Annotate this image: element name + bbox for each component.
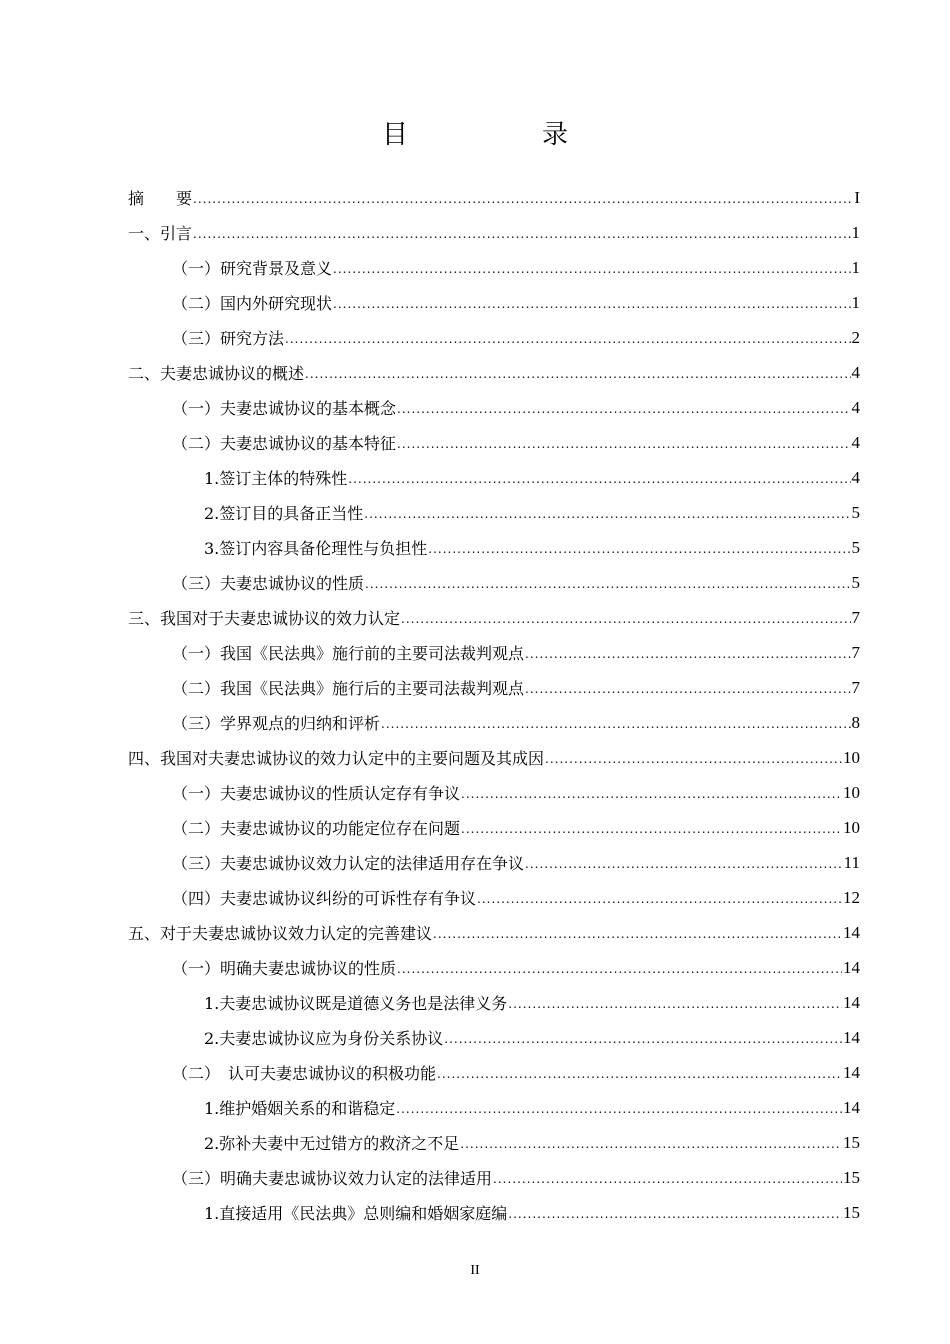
toc-entry-page: 7 <box>851 642 860 662</box>
toc-dot-leader <box>525 645 850 661</box>
toc-entry-page: 5 <box>851 537 860 557</box>
toc-entry-title: 摘 要 <box>128 186 192 209</box>
toc-entry-title: （三）明确夫妻忠诚协议效力认定的法律适用 <box>172 1166 492 1189</box>
toc-dot-leader <box>333 295 850 311</box>
toc-dot-leader <box>545 750 842 766</box>
toc-entry[interactable] <box>128 1055 860 1090</box>
toc-dot-leader <box>508 1205 842 1221</box>
toc-entry-title: 1.直接适用《民法典》总则编和婚姻家庭编 <box>204 1201 507 1224</box>
toc-entry[interactable] <box>128 915 860 950</box>
toc-entry-title: （一）夫妻忠诚协议的基本概念 <box>172 396 396 419</box>
toc-dot-leader <box>285 330 850 346</box>
toc-entry[interactable] <box>128 880 860 915</box>
toc-entry-page: 4 <box>851 362 860 382</box>
toc-dot-leader <box>305 365 850 381</box>
toc-dot-leader <box>525 855 843 871</box>
toc-entry[interactable] <box>128 810 860 845</box>
toc-entry[interactable] <box>128 705 860 740</box>
toc-entry-page: 5 <box>851 572 860 592</box>
toc-entry[interactable] <box>128 600 860 635</box>
toc-entry-page: 15 <box>843 1202 860 1222</box>
toc-entry[interactable] <box>128 775 860 810</box>
toc-dot-leader <box>397 435 850 451</box>
toc-dot-leader <box>365 575 850 591</box>
toc-entry-page: I <box>854 187 860 207</box>
toc-entry[interactable] <box>128 530 860 565</box>
toc-entry[interactable] <box>128 495 860 530</box>
toc-entry[interactable] <box>128 1160 860 1195</box>
toc-entry-page: 12 <box>843 887 860 907</box>
toc-dot-leader <box>396 1100 842 1116</box>
toc-entry-page: 7 <box>851 677 860 697</box>
toc-entry[interactable] <box>128 425 860 460</box>
toc-entry-title: （三）夫妻忠诚协议的性质 <box>172 571 364 594</box>
toc-entry-title: 二、夫妻忠诚协议的概述 <box>128 361 304 384</box>
toc-entry-page: 8 <box>851 712 860 732</box>
toc-dot-leader <box>381 715 850 731</box>
toc-dot-leader <box>397 400 850 416</box>
toc-entry-page: 14 <box>843 1097 860 1117</box>
toc-dot-leader <box>461 820 842 836</box>
toc-dot-leader <box>401 610 850 626</box>
toc-entry[interactable] <box>128 670 860 705</box>
toc-dot-leader <box>525 680 850 696</box>
toc-entry-page: 1 <box>851 257 860 277</box>
toc-entry-title: 2.夫妻忠诚协议应为身份关系协议 <box>204 1026 443 1049</box>
toc-entry-title: （三）学界观点的归纳和评析 <box>172 711 380 734</box>
toc-entry-page: 4 <box>851 432 860 452</box>
toc-dot-leader <box>461 785 842 801</box>
toc-entry[interactable] <box>128 565 860 600</box>
toc-dot-leader <box>397 960 842 976</box>
toc-entry[interactable] <box>128 1020 860 1055</box>
toc-entry[interactable] <box>128 285 860 320</box>
toc-entry[interactable] <box>128 320 860 355</box>
toc-entry-title: （四）夫妻忠诚协议纠纷的可诉性存有争议 <box>172 886 476 909</box>
toc-entry-page: 14 <box>843 922 860 942</box>
toc-dot-leader <box>508 995 842 1011</box>
toc-entry-page: 10 <box>843 782 860 802</box>
toc-entry-title: （一）研究背景及意义 <box>172 256 332 279</box>
toc-entry[interactable] <box>128 740 860 775</box>
toc-dot-leader <box>493 1170 842 1186</box>
toc-entry[interactable] <box>128 355 860 390</box>
toc-entry-title: （三）夫妻忠诚协议效力认定的法律适用存在争议 <box>172 851 524 874</box>
toc-entry-title: （二）夫妻忠诚协议的功能定位存在问题 <box>172 816 460 839</box>
toc-entry-page: 15 <box>843 1167 860 1187</box>
toc-dot-leader <box>433 925 842 941</box>
toc-entry-page: 15 <box>843 1132 860 1152</box>
toc-entry-page: 14 <box>843 1027 860 1047</box>
toc-entry[interactable] <box>128 390 860 425</box>
toc-entry-page: 4 <box>851 467 860 487</box>
toc-entry-page: 14 <box>843 992 860 1012</box>
toc-dot-leader <box>348 470 850 486</box>
toc-entry-title: 3.签订内容具备伦理性与负担性 <box>204 536 427 559</box>
toc-entry-title: 2.弥补夫妻中无过错方的救济之不足 <box>204 1131 459 1154</box>
toc-dot-leader <box>477 890 842 906</box>
toc-entry-page: 10 <box>843 817 860 837</box>
toc-entry-title: （三）研究方法 <box>172 326 284 349</box>
toc-entry-title: （一）我国《民法典》施行前的主要司法裁判观点 <box>172 641 524 664</box>
toc-entry-page: 7 <box>851 607 860 627</box>
toc-entry[interactable] <box>128 460 860 495</box>
toc-entry[interactable] <box>128 250 860 285</box>
toc-entry-page: 4 <box>851 397 860 417</box>
toc-entry-page: 5 <box>851 502 860 522</box>
toc-entry-page: 1 <box>851 222 860 242</box>
toc-dot-leader <box>460 1135 842 1151</box>
toc-entry-title: 四、我国对夫妻忠诚协议的效力认定中的主要问题及其成因 <box>128 746 544 769</box>
toc-entry-title: （一）夫妻忠诚协议的性质认定存有争议 <box>172 781 460 804</box>
toc-entry[interactable] <box>128 180 860 215</box>
toc-dot-leader <box>193 225 850 241</box>
toc-entry-page: 1 <box>851 292 860 312</box>
page-number: II <box>470 1263 480 1278</box>
toc-entry-title: 一、引言 <box>128 221 192 244</box>
toc-dot-leader <box>428 540 850 556</box>
toc-entry[interactable] <box>128 635 860 670</box>
toc-entry-title: 三、我国对于夫妻忠诚协议的效力认定 <box>128 606 400 629</box>
toc-dot-leader <box>333 260 850 276</box>
toc-entry-page: 2 <box>851 327 860 347</box>
toc-entry[interactable] <box>128 845 860 880</box>
toc-entry-title: （二） 认可夫妻忠诚协议的积极功能 <box>172 1061 436 1084</box>
toc-entry-page: 11 <box>843 852 860 872</box>
toc-entry-title: 五、对于夫妻忠诚协议效力认定的完善建议 <box>128 921 432 944</box>
toc-entry-page: 14 <box>843 1062 860 1082</box>
toc-entry-title: 1.维护婚姻关系的和谐稳定 <box>204 1096 395 1119</box>
page-title: 目 录 <box>381 120 622 150</box>
toc-entry-title: （一）明确夫妻忠诚协议的性质 <box>172 956 396 979</box>
toc-entry[interactable] <box>128 1125 860 1160</box>
toc-entry[interactable] <box>128 215 860 250</box>
toc-entry-title: （二）国内外研究现状 <box>172 291 332 314</box>
toc-entry-title: 1.签订主体的特殊性 <box>204 466 347 489</box>
toc-dot-leader <box>444 1030 842 1046</box>
toc-entry[interactable] <box>128 985 860 1020</box>
toc-dot-leader <box>364 505 850 521</box>
toc-entry-title: （二）夫妻忠诚协议的基本特征 <box>172 431 396 454</box>
toc-dot-leader <box>193 190 853 206</box>
toc-entry-title: （二）我国《民法典》施行后的主要司法裁判观点 <box>172 676 524 699</box>
toc-entry-page: 10 <box>843 747 860 767</box>
toc-entry[interactable] <box>128 1090 860 1125</box>
toc-entry[interactable] <box>128 950 860 985</box>
toc-entry-page: 14 <box>843 957 860 977</box>
toc-dot-leader <box>437 1065 842 1081</box>
table-of-contents <box>128 180 860 1230</box>
toc-entry[interactable] <box>128 1195 860 1230</box>
toc-entry-title: 1.夫妻忠诚协议既是道德义务也是法律义务 <box>204 991 507 1014</box>
toc-entry-title: 2.签订目的具备正当性 <box>204 501 363 524</box>
